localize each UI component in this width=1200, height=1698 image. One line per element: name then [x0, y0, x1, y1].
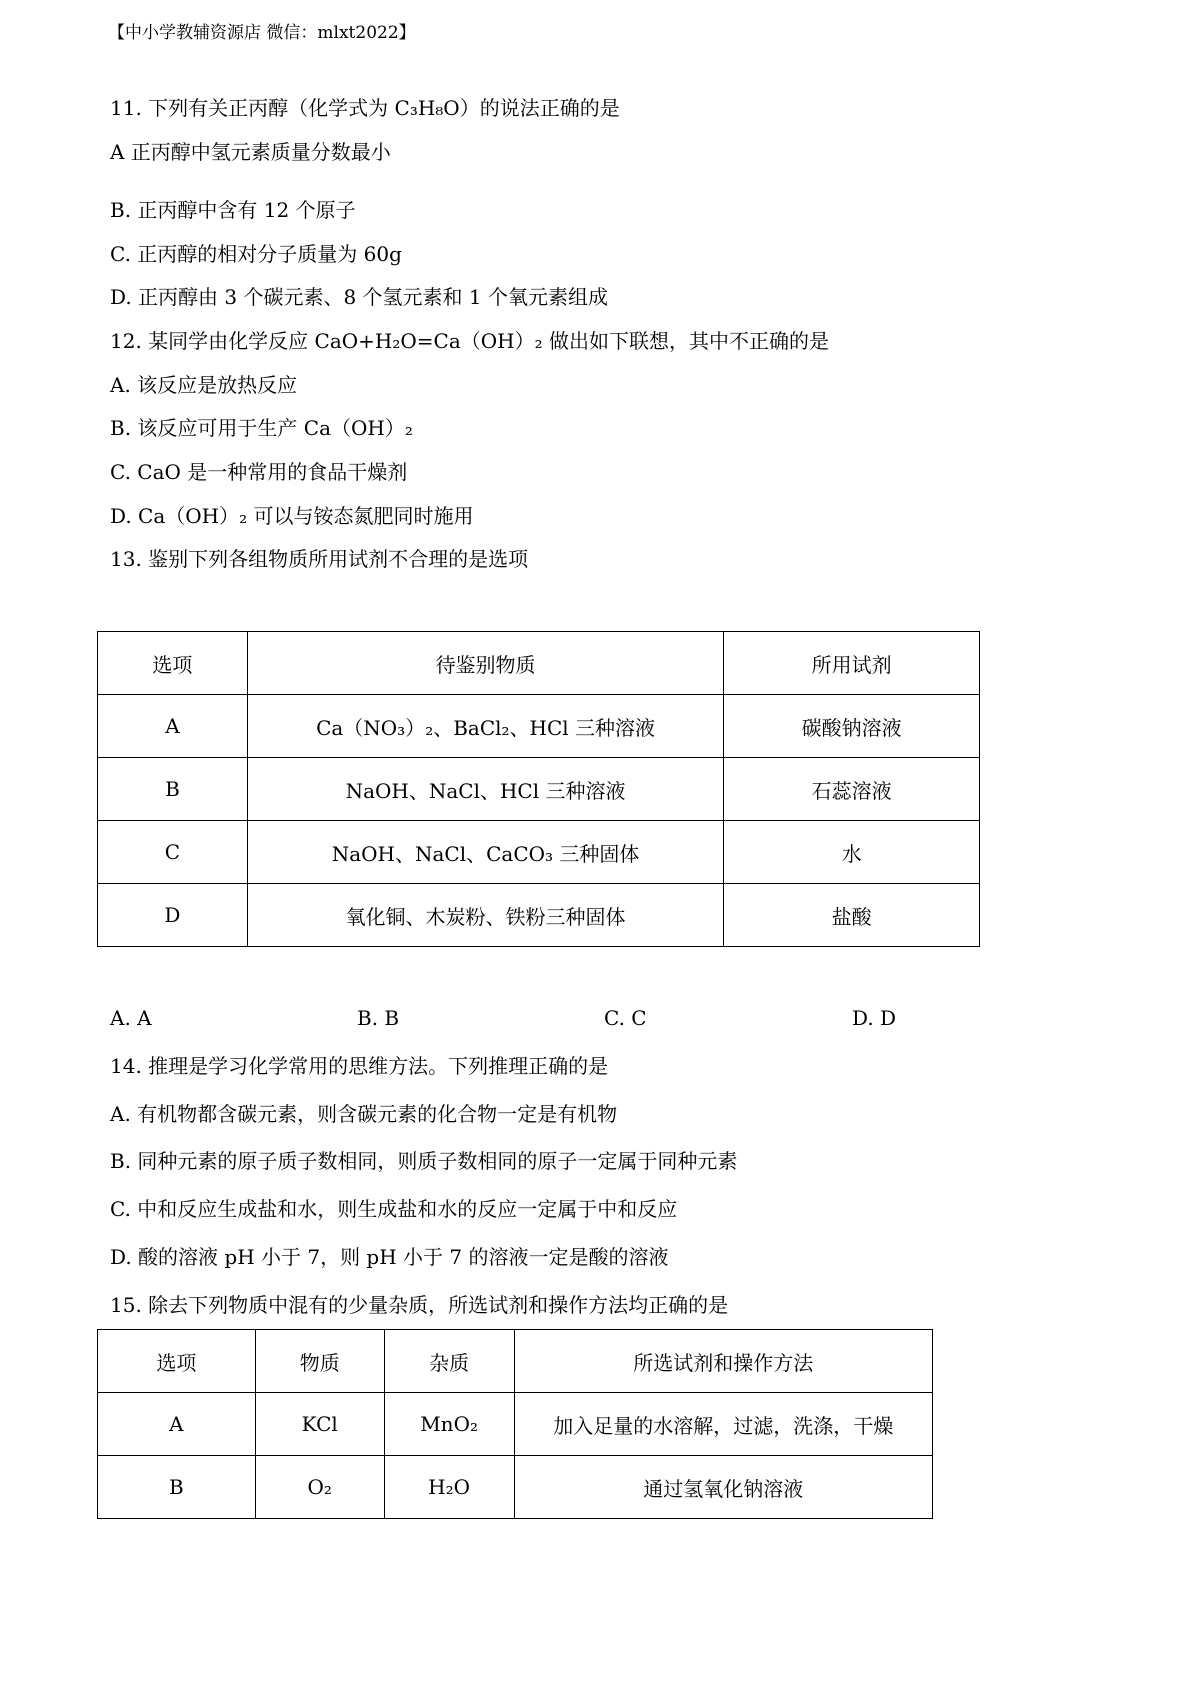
table-header-cell: 待鉴别物质 — [247, 632, 723, 695]
table-cell: D — [98, 884, 248, 947]
question-15-stem: 15. 除去下列物质中混有的少量杂质，所选试剂和操作方法均正确的是 — [110, 1293, 729, 1317]
table-header-row — [98, 632, 980, 695]
table-cell: 盐酸 — [724, 884, 980, 947]
table-row — [98, 1393, 933, 1456]
table-cell: Ca（NO₃）₂、BaCl₂、HCl 三种溶液 — [247, 695, 723, 758]
page-header: 【中小学教辅资源店 微信：mlxt2022】 — [108, 23, 416, 43]
table-cell: NaOH、NaCl、HCl 三种溶液 — [247, 758, 723, 821]
question-13-answer-c: C. C — [604, 1006, 647, 1030]
question-14-stem: 14. 推理是学习化学常用的思维方法。下列推理正确的是 — [110, 1054, 609, 1078]
question-14-option-b: B. 同种元素的原子质子数相同，则质子数相同的原子一定属于同种元素 — [110, 1149, 738, 1173]
question-13-answer-b: B. B — [357, 1006, 400, 1030]
table-cell: C — [98, 821, 248, 884]
table-cell: 加入足量的水溶解，过滤，洗涤，干燥 — [514, 1393, 932, 1456]
question-13-table — [97, 631, 980, 947]
question-14-option-d: D. 酸的溶液 pH 小于 7，则 pH 小于 7 的溶液一定是酸的溶液 — [110, 1245, 669, 1269]
table-cell: A — [98, 1393, 256, 1456]
table-cell: H₂O — [384, 1456, 514, 1519]
question-11-option-d: D. 正丙醇由 3 个碳元素、8 个氢元素和 1 个氧元素组成 — [110, 285, 608, 309]
table-cell: KCl — [255, 1393, 384, 1456]
table-cell: 水 — [724, 821, 980, 884]
table-cell: NaOH、NaCl、CaCO₃ 三种固体 — [247, 821, 723, 884]
table-header-cell: 所选试剂和操作方法 — [514, 1330, 932, 1393]
table-cell: MnO₂ — [384, 1393, 514, 1456]
question-12-stem: 12. 某同学由化学反应 CaO+H₂O=Ca（OH）₂ 做出如下联想，其中不正确的是 — [110, 329, 829, 353]
question-14-option-c: C. 中和反应生成盐和水，则生成盐和水的反应一定属于中和反应 — [110, 1197, 678, 1221]
question-11-option-c: C. 正丙醇的相对分子质量为 60g — [110, 242, 402, 266]
table-cell: 碳酸钠溶液 — [724, 695, 980, 758]
table-cell: O₂ — [255, 1456, 384, 1519]
table-cell: B — [98, 758, 248, 821]
question-15-table — [97, 1329, 933, 1519]
table-row — [98, 758, 980, 821]
question-12-option-c: C. CaO 是一种常用的食品干燥剂 — [110, 460, 408, 484]
table-cell: 通过氢氧化钠溶液 — [514, 1456, 932, 1519]
question-11-option-a: A 正丙醇中氢元素质量分数最小 — [110, 140, 391, 164]
question-13-answer-a: A. A — [110, 1006, 152, 1030]
table-header-cell: 选项 — [98, 1330, 256, 1393]
question-13-stem: 13. 鉴别下列各组物质所用试剂不合理的是选项 — [110, 547, 529, 571]
question-12-option-d: D. Ca（OH）₂ 可以与铵态氮肥同时施用 — [110, 504, 474, 528]
table-header-cell: 杂质 — [384, 1330, 514, 1393]
table-header-cell: 所用试剂 — [724, 632, 980, 695]
question-12-option-b: B. 该反应可用于生产 Ca（OH）₂ — [110, 416, 413, 440]
question-11-option-b: B. 正丙醇中含有 12 个原子 — [110, 198, 356, 222]
table-cell: A — [98, 695, 248, 758]
question-12-option-a: A. 该反应是放热反应 — [110, 373, 298, 397]
table-row — [98, 1456, 933, 1519]
table-header-row — [98, 1330, 933, 1393]
question-14-option-a: A. 有机物都含碳元素，则含碳元素的化合物一定是有机物 — [110, 1102, 618, 1126]
table-header-cell: 物质 — [255, 1330, 384, 1393]
table-cell: 氧化铜、木炭粉、铁粉三种固体 — [247, 884, 723, 947]
table-cell: 石蕊溶液 — [724, 758, 980, 821]
table-row — [98, 821, 980, 884]
question-13-answer-d: D. D — [852, 1006, 897, 1030]
table-cell: B — [98, 1456, 256, 1519]
table-row — [98, 884, 980, 947]
question-11-stem: 11. 下列有关正丙醇（化学式为 C₃H₈O）的说法正确的是 — [110, 96, 620, 120]
table-row — [98, 695, 980, 758]
table-header-cell: 选项 — [98, 632, 248, 695]
